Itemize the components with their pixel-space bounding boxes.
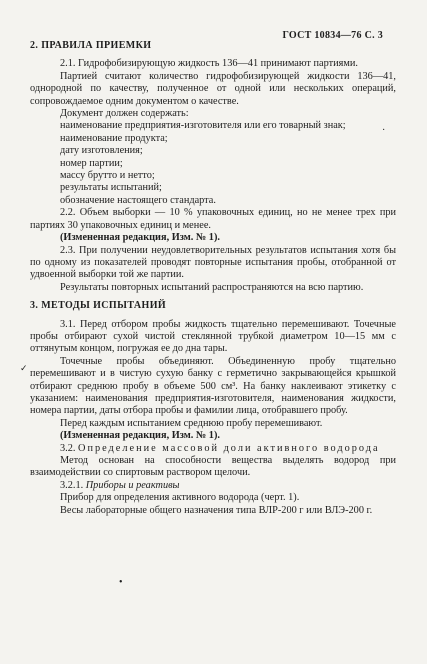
scan-mark: ✓: [20, 363, 28, 373]
document-body: [30, 40, 396, 517]
doc-item: дату изготовления;: [60, 145, 143, 157]
subsection-3-2-title: Определение массовой доли активного водорода: [78, 442, 380, 454]
subsection-3-2-1-number: 3.2.1.: [60, 479, 84, 491]
doc-item: массу брутто и нетто;: [60, 170, 155, 182]
paragraph-3-1: 3.1. Перед отбором пробы жидкость тщательно перемешивают. Точечные пробы отбирают сухой чистой стеклянной трубкой диаметром 10—15 мм с оттянутым концом, погружая ее до дна тары.: [30, 318, 396, 355]
page-header-ref: ГОСТ 10834—76 С. 3: [282, 30, 383, 41]
doc-item: обозначение настоящего стандарта.: [60, 194, 216, 206]
paragraph-point-samples: Точечные пробы объединяют. Объединенную пробу тщательно перемешивают и в чистую сухую банку с герметично закрывающейся крышкой отбирают среднюю пробу в объеме 500 см³. На банку наклеивают этикетку с указанием: наименования предприятия-изготовителя, наименования жидкости, номера партии, даты отбора пробы и фамилии лица, отобравшего пробу.: [30, 355, 396, 417]
paragraph-batch-definition: Партией считают количество гидрофобизирующей жидкости 136—41, однородной по качеству, полученное от одной или нескольких операций, сопровождаемое одним документом о качестве.: [30, 70, 396, 107]
doc-item: наименование продукта;: [60, 132, 168, 144]
subsection-3-2-heading: [30, 443, 396, 455]
paragraph-repeat-results: Результаты повторных испытаний распространяются на всю партию.: [60, 281, 364, 293]
doc-item: наименование предприятия-изготовителя или его товарный знак;: [60, 120, 346, 132]
paragraph-2-2: 2.2. Объем выборки — 10 % упаковочных единиц, но не менее трех при партиях 30 упаковочных единиц и менее.: [30, 207, 396, 231]
paragraph-mix-sample: Перед каждым испытанием среднюю пробу перемешивают.: [60, 417, 323, 429]
scan-mark: ·: [382, 125, 386, 136]
doc-item: результаты испытаний;: [60, 182, 162, 194]
scan-dot: •: [119, 577, 123, 588]
doc-item: номер партии;: [60, 157, 123, 169]
document-contents-intro: Документ должен содержать:: [60, 108, 189, 120]
section-2-title: 2. ПРАВИЛА ПРИЕМКИ: [30, 40, 152, 51]
edition-note: (Измененная редакция, Изм. № 1).: [60, 232, 220, 244]
paragraph-device: Прибор для определения активного водорода (черт. 1).: [60, 492, 300, 504]
paragraph-2-1: 2.1. Гидрофобизирующую жидкость 136—41 принимают партиями.: [60, 58, 358, 70]
subsection-3-2-number: 3.2.: [60, 442, 76, 454]
edition-note: (Измененная редакция, Изм. № 1).: [60, 430, 220, 442]
subsection-3-2-1-heading: [30, 480, 396, 492]
subsection-3-2-1-title: Приборы и реактивы: [85, 479, 180, 491]
section-3-title: 3. МЕТОДЫ ИСПЫТАНИЙ: [30, 300, 167, 312]
paragraph-scales: Весы лабораторные общего назначения типа ВЛР-200 г или ВЛЭ-200 г.: [60, 504, 373, 516]
paragraph-method: Метод основан на способности вещества выделять водород при взаимодействии со спиртовым раствором щелочи.: [30, 455, 396, 479]
paragraph-2-3: 2.3. При получении неудовлетворительных результатов испытания хотя бы по одному из показателей проводят повторные испытания пробы, отобранной от удвоенной выборки той же партии.: [30, 244, 396, 281]
